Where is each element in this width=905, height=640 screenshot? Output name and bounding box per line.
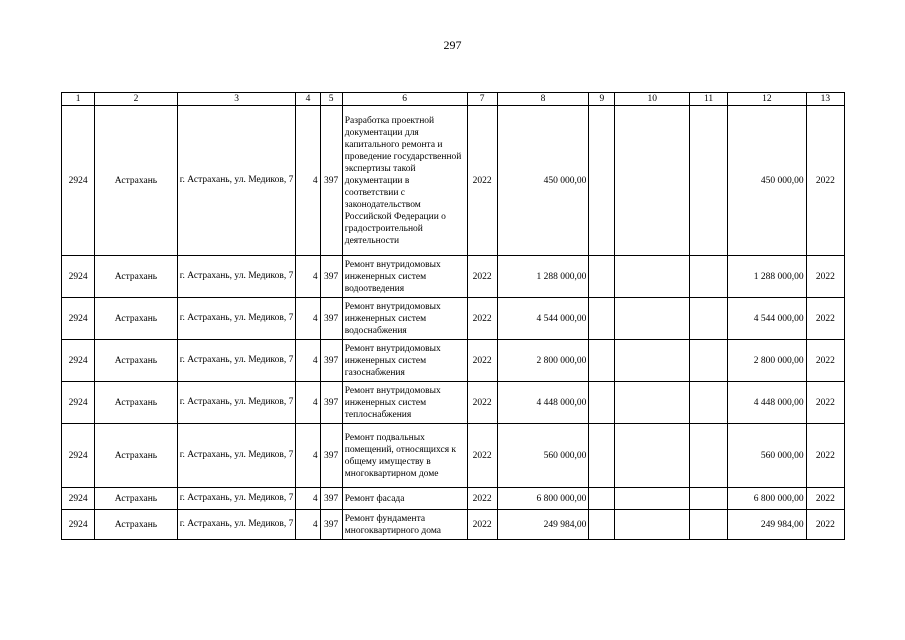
completion-year-cell: 2022 — [806, 382, 844, 424]
municipality-cell: Астрахань — [95, 340, 178, 382]
empty-cell — [689, 256, 727, 298]
total-cost-cell: 6 800 000,00 — [728, 488, 807, 510]
year-cell: 2022 — [467, 298, 497, 340]
municipality-cell: Астрахань — [95, 488, 178, 510]
cost-cell: 450 000,00 — [497, 106, 589, 256]
work-type-cell: Разработка проектной документации для капитального ремонта и проведение государственной экспертизы такой документации в соответствии с законодательством Российской Федерации о градостроительной деятельности — [342, 106, 467, 256]
cost-cell: 4 448 000,00 — [497, 382, 589, 424]
table-row — [62, 424, 845, 488]
year-cell: 2022 — [467, 424, 497, 488]
work-type-cell: Ремонт подвальных помещений, относящихся к общему имуществу в многоквартирном доме — [342, 424, 467, 488]
column-header: 3 — [177, 93, 296, 106]
empty-cell — [689, 510, 727, 540]
municipality-cell: Астрахань — [95, 424, 178, 488]
record-number-cell: 2924 — [62, 488, 95, 510]
total-cost-cell: 1 288 000,00 — [728, 256, 807, 298]
column-header: 1 — [62, 93, 95, 106]
completion-year-cell: 2022 — [806, 298, 844, 340]
record-number-cell: 2924 — [62, 382, 95, 424]
total-cost-cell: 4 544 000,00 — [728, 298, 807, 340]
record-number-cell: 2924 — [62, 106, 95, 256]
page-number: 297 — [443, 38, 462, 52]
code-cell: 397 — [320, 106, 342, 256]
empty-cell — [589, 382, 615, 424]
empty-cell — [589, 298, 615, 340]
record-number-cell: 2924 — [62, 256, 95, 298]
empty-cell — [589, 340, 615, 382]
total-cost-cell: 4 448 000,00 — [728, 382, 807, 424]
floors-cell: 4 — [296, 340, 320, 382]
code-cell: 397 — [320, 488, 342, 510]
address-cell: г. Астрахань, ул. Медиков, 7 — [177, 106, 296, 256]
year-cell: 2022 — [467, 256, 497, 298]
year-cell: 2022 — [467, 340, 497, 382]
year-cell: 2022 — [467, 510, 497, 540]
column-header: 6 — [342, 93, 467, 106]
record-number-cell: 2924 — [62, 510, 95, 540]
total-cost-cell: 560 000,00 — [728, 424, 807, 488]
empty-cell — [589, 488, 615, 510]
work-type-cell: Ремонт внутридомовых инженерных систем водоснабжения — [342, 298, 467, 340]
table-row — [62, 106, 845, 256]
empty-cell — [589, 106, 615, 256]
completion-year-cell: 2022 — [806, 510, 844, 540]
cost-cell: 1 288 000,00 — [497, 256, 589, 298]
address-cell: г. Астрахань, ул. Медиков, 7 — [177, 488, 296, 510]
address-cell: г. Астрахань, ул. Медиков, 7 — [177, 340, 296, 382]
completion-year-cell: 2022 — [806, 106, 844, 256]
record-number-cell: 2924 — [62, 298, 95, 340]
column-header: 10 — [615, 93, 689, 106]
code-cell: 397 — [320, 256, 342, 298]
municipality-cell: Астрахань — [95, 298, 178, 340]
table-row — [62, 256, 845, 298]
address-cell: г. Астрахань, ул. Медиков, 7 — [177, 298, 296, 340]
empty-cell — [615, 340, 689, 382]
empty-cell — [615, 298, 689, 340]
empty-cell — [689, 298, 727, 340]
column-header: 9 — [589, 93, 615, 106]
code-cell: 397 — [320, 340, 342, 382]
column-header: 7 — [467, 93, 497, 106]
cost-cell: 560 000,00 — [497, 424, 589, 488]
empty-cell — [689, 340, 727, 382]
total-cost-cell: 249 984,00 — [728, 510, 807, 540]
empty-cell — [689, 106, 727, 256]
floors-cell: 4 — [296, 510, 320, 540]
empty-cell — [589, 424, 615, 488]
table-row — [62, 298, 845, 340]
work-type-cell: Ремонт фасада — [342, 488, 467, 510]
empty-cell — [615, 510, 689, 540]
year-cell: 2022 — [467, 488, 497, 510]
address-cell: г. Астрахань, ул. Медиков, 7 — [177, 510, 296, 540]
table-row — [62, 488, 845, 510]
repair-register-table — [61, 92, 845, 540]
municipality-cell: Астрахань — [95, 106, 178, 256]
code-cell: 397 — [320, 424, 342, 488]
cost-cell: 2 800 000,00 — [497, 340, 589, 382]
completion-year-cell: 2022 — [806, 340, 844, 382]
floors-cell: 4 — [296, 488, 320, 510]
column-header: 4 — [296, 93, 320, 106]
column-header: 5 — [320, 93, 342, 106]
column-header: 11 — [689, 93, 727, 106]
column-header: 12 — [728, 93, 807, 106]
empty-cell — [615, 106, 689, 256]
column-header: 8 — [497, 93, 589, 106]
empty-cell — [589, 510, 615, 540]
empty-cell — [589, 256, 615, 298]
floors-cell: 4 — [296, 106, 320, 256]
empty-cell — [689, 382, 727, 424]
empty-cell — [689, 488, 727, 510]
column-header: 13 — [806, 93, 844, 106]
total-cost-cell: 450 000,00 — [728, 106, 807, 256]
completion-year-cell: 2022 — [806, 424, 844, 488]
address-cell: г. Астрахань, ул. Медиков, 7 — [177, 424, 296, 488]
empty-cell — [615, 382, 689, 424]
municipality-cell: Астрахань — [95, 510, 178, 540]
total-cost-cell: 2 800 000,00 — [728, 340, 807, 382]
completion-year-cell: 2022 — [806, 256, 844, 298]
municipality-cell: Астрахань — [95, 382, 178, 424]
code-cell: 397 — [320, 298, 342, 340]
completion-year-cell: 2022 — [806, 488, 844, 510]
empty-cell — [615, 424, 689, 488]
floors-cell: 4 — [296, 256, 320, 298]
code-cell: 397 — [320, 382, 342, 424]
municipality-cell: Астрахань — [95, 256, 178, 298]
table-row — [62, 510, 845, 540]
cost-cell: 4 544 000,00 — [497, 298, 589, 340]
work-type-cell: Ремонт внутридомовых инженерных систем водоотведения — [342, 256, 467, 298]
floors-cell: 4 — [296, 382, 320, 424]
floors-cell: 4 — [296, 298, 320, 340]
floors-cell: 4 — [296, 424, 320, 488]
work-type-cell: Ремонт фундамента многоквартирного дома — [342, 510, 467, 540]
record-number-cell: 2924 — [62, 340, 95, 382]
column-number-row — [62, 93, 845, 106]
code-cell: 397 — [320, 510, 342, 540]
year-cell: 2022 — [467, 106, 497, 256]
empty-cell — [615, 256, 689, 298]
work-type-cell: Ремонт внутридомовых инженерных систем газоснабжения — [342, 340, 467, 382]
column-header: 2 — [95, 93, 178, 106]
empty-cell — [689, 424, 727, 488]
cost-cell: 249 984,00 — [497, 510, 589, 540]
address-cell: г. Астрахань, ул. Медиков, 7 — [177, 256, 296, 298]
cost-cell: 6 800 000,00 — [497, 488, 589, 510]
address-cell: г. Астрахань, ул. Медиков, 7 — [177, 382, 296, 424]
table-row — [62, 382, 845, 424]
record-number-cell: 2924 — [62, 424, 95, 488]
year-cell: 2022 — [467, 382, 497, 424]
table-row — [62, 340, 845, 382]
work-type-cell: Ремонт внутридомовых инженерных систем теплоснабжения — [342, 382, 467, 424]
empty-cell — [615, 488, 689, 510]
